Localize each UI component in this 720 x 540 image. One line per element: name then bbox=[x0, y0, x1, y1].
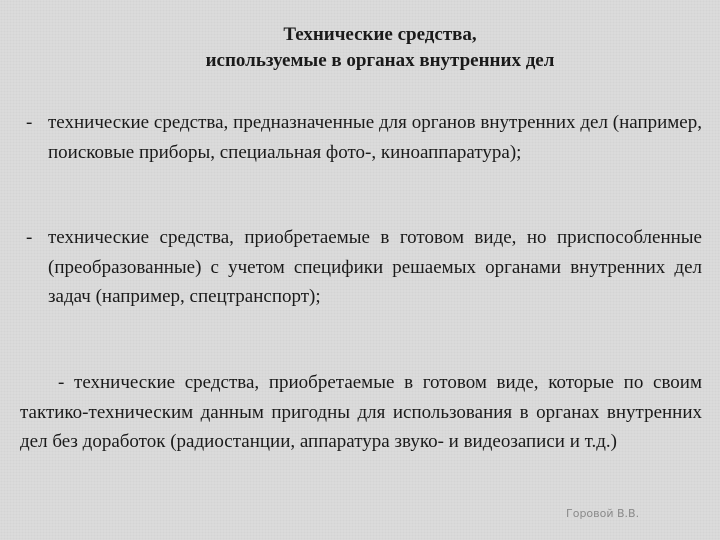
author-footer: Горовой В.В. bbox=[566, 507, 640, 520]
bullet-text: технические средства, предназначенные для органов внутренних дел (например, поисковые приборы, специальная фото-, киноаппаратура); bbox=[48, 112, 702, 163]
slide-title-line-2: используемые в органах внутренних дел bbox=[205, 50, 555, 71]
bullet-item-1 bbox=[26, 108, 702, 167]
bullet-item-2 bbox=[26, 223, 702, 312]
bullet-text: технические средства, приобретаемые в готовом виде, но приспособленные (преобразованные) с учетом специфики решаемых органами внутренних дел задач (например, спецтранспорт); bbox=[48, 227, 702, 307]
body-paragraph: - технические средства, приобретаемые в готовом виде, которые по своим тактико-техническим данным пригодны для использования в органах внутренних дел без доработок (радиостанции, аппаратура звуко- и видеозаписи и т.д.) bbox=[20, 372, 702, 452]
bullet-marker: - bbox=[26, 112, 33, 133]
slide-title-line-1: Технические средства, bbox=[283, 24, 477, 45]
bullet-marker: - bbox=[26, 227, 33, 248]
